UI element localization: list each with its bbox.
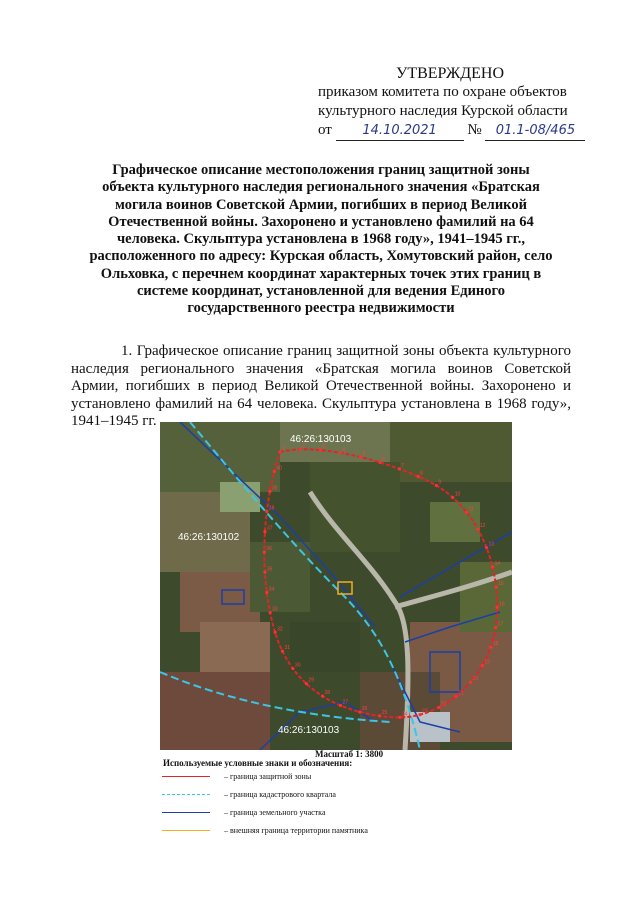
zone-point-label: 17: [497, 621, 504, 628]
legend-swatch: [162, 794, 210, 795]
zone-point-label: 31: [284, 645, 291, 652]
zone-point-label: 11: [468, 506, 474, 513]
number-prefix: №: [467, 122, 482, 138]
legend-item-monument-boundary: [162, 824, 368, 836]
zone-point-label: 10: [454, 491, 461, 498]
zone-point-label: 15: [498, 580, 504, 587]
zone-point-label: 23: [422, 708, 428, 715]
zone-point-label: 8: [420, 470, 423, 477]
zone-point-label: 21: [458, 690, 464, 697]
zone-point-label: 20: [472, 676, 479, 683]
zone-point-label: 37: [266, 525, 273, 532]
zone-point-label: 25: [381, 709, 388, 716]
cadastral-label-top: 46:26:130103: [290, 434, 352, 445]
zone-point-label: 7: [401, 462, 405, 469]
zone-point-label: 22: [440, 701, 447, 708]
zone-point-label: 29: [308, 677, 314, 684]
zone-point-label: 33: [272, 606, 278, 613]
zone-point-label: 34: [268, 586, 275, 593]
zone-point-label: 19: [484, 659, 490, 666]
date-prefix: от: [318, 122, 332, 138]
legend-item-protection-zone: [162, 770, 311, 782]
map-canvas: [160, 422, 512, 750]
zone-point-label: 40: [276, 465, 282, 472]
zone-point-label: 30: [294, 662, 301, 669]
zone-point-label: 5: [362, 451, 366, 458]
legend-label: – граница кадастрового квартала: [224, 789, 336, 799]
zone-point-label: 9: [438, 479, 442, 486]
paragraph-text: 1. Графическое описание границ защитной зоны объекта культурного наследия регионального значения «Братская могила воинов Советской Армии, погибших в период Великой Отечественной войны. Захоронено и установлено фамилий на 64 человека. Скульптура установлена в 1968 году», 1941–1945 гг.: [71, 343, 571, 429]
legend-label: – граница земельного участка: [224, 807, 326, 817]
zone-point-label: 39: [271, 485, 278, 492]
legend-label: – граница защитной зоны: [224, 771, 312, 781]
legend-title: Используемые условные знаки и обозначения:: [163, 758, 353, 768]
satellite-map: [160, 422, 512, 750]
legend-label: – внешняя граница территории памятника: [224, 825, 368, 835]
approval-number: 01.1-08/465: [485, 121, 585, 141]
legend-swatch: [162, 812, 210, 813]
cadastral-label-left: 46:26:130102: [178, 532, 240, 543]
legend-item-land-plot: [162, 806, 326, 818]
approval-block: [318, 64, 618, 141]
approval-line-1: приказом комитета по охране объектов: [318, 84, 567, 100]
cadastral-label-bottom: 46:26:130103: [278, 725, 340, 736]
zone-point-label: 38: [268, 505, 275, 512]
section-paragraph: [71, 343, 571, 431]
approval-date: 14.10.2021: [336, 121, 464, 141]
zone-point-label: 12: [479, 523, 486, 530]
zone-point-label: 35: [266, 566, 273, 573]
approval-line-2: культурного наследия Курской области: [318, 103, 568, 119]
zone-point-label: 36: [266, 545, 272, 552]
legend-item-cadastral-quarter: [162, 788, 336, 800]
map-scale: Масштаб 1: 3800: [315, 749, 384, 759]
approval-title: УТВЕРЖДЕНО: [396, 65, 505, 82]
zone-point-label: 16: [499, 601, 505, 608]
zone-point-label: 4: [342, 446, 346, 453]
zone-point-label: 27: [342, 699, 349, 706]
legend-swatch: [162, 830, 210, 831]
zone-point-label: 28: [324, 690, 331, 697]
legend-swatch: [162, 776, 210, 777]
zone-point-label: 32: [277, 626, 283, 633]
zone-point-label: 24: [401, 711, 408, 718]
zone-point-label: 3: [322, 444, 326, 451]
zone-point-label: 2: [302, 443, 305, 450]
zone-point-label: 18: [492, 641, 499, 648]
zone-point-label: 1: [282, 446, 285, 452]
zone-point-label: 14: [494, 560, 501, 567]
zone-point-label: 26: [361, 705, 368, 712]
approval-date-line: [318, 121, 618, 141]
zone-point-label: 13: [488, 541, 495, 548]
zone-point-label: 6: [382, 456, 385, 463]
document-heading: Графическое описание местоположения границ защитной зоны объекта культурного наследия регионального значения «Братская могила воинов Советской Армии, погибших в период Великой Отечественной войны. Захоронено и установлено фамилий на 64 человека. Скульптура установлена в 1968 году», 1941–1945 гг., расположенного по адресу: Курская область, Хомутовский район, село Ольховка, с перечнем координат характерных точек этих границ в системе координат, установленной для ведения Единого государственного реестра недвижимости: [89, 162, 553, 317]
